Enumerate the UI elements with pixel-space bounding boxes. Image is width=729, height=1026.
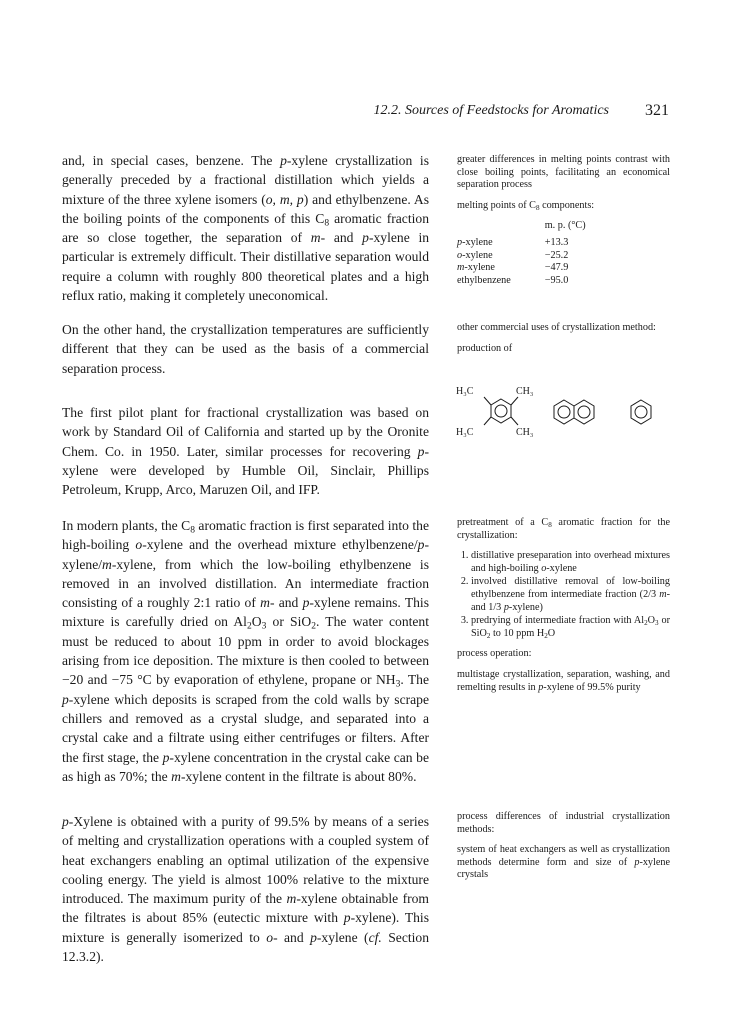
main-paragraph-1: and, in special cases, benzene. The p-xylene crystallization is generally preceded by a fractional distillation which yields a mixture of the three xylene isomers (o, m, p) and ethylbenzene. As the boiling points of the components of this $C_8$ aromatic fraction are so close together, the separation of m- and p-xylene in particular is extremely difficult. Their distillative separation would require a column with roughly 800 theoretical plates and a high reflux ratio, making it completely uneconomical. [62,153,430,304]
methyl-label: H₃C [456,386,474,397]
melting-points-table [457,220,586,287]
list-item: 2. involved distillative removal of low-boiling ethylbenzene from intermediate fraction (2/3 m- and 1/3 p-xylene) [471,576,670,614]
methyl-label: CH₃ [516,427,534,438]
main-paragraph-4: In modern plants, the $C_8$ aromatic fraction is first separated into the high-boiling o-xylene and the overhead mixture ethylbenzene/p-xylene/m-xylene, from which the low-boiling ethylbenzene is removed in an involved distillation. An intermediate fraction consisting of a roughly 2:1 ratio of m- and p-xylene remains. This mixture is carefully dried on $Al_2O_3$ or SiO$_2$. The water content must be reduced to about 10 ppm in order to avoid blockages arising from ice deposition. The mixture is then cooled to between −20 and −75 °C by evaporation of ethylene, propane or $NH_3$. The p-xylene which deposits is scraped from the cold walls by scrape chillers and removed as a crystal sludge, and separated into a crystal cake and a filtrate using either centrifuges or filters. After the first stage, the p-xylene concentration in the crystal cake can be as high as 70%; the m-xylene content in the filtrate is about 80%. [62,518,430,784]
process-operation-text: multistage crystallization, separation, washing, and remelting results in p-xylene of 99.5% purity [457,668,670,693]
page-number: 321 [645,102,669,119]
page-header [0,103,729,123]
process-differences-text: system of heat exchangers as well as crystallization methods determine form and size of p-xylene crystals [457,844,670,881]
margin-note-other-uses [457,322,670,363]
margin-note-pretreatment [457,517,670,702]
list-item: 1. distillative preseparation into overhead mixtures and high-boiling o-xylene [471,550,670,575]
pretreatment-title: pretreatment of a $C_8$ aromatic fraction for the crystallization: [457,517,670,541]
chemical-structures [455,380,675,440]
pretreatment-steps [457,550,670,640]
margin-note-melting-points [457,154,670,287]
benzene-structure-icon [631,400,651,424]
running-section-title: 12.2. Sources of Feedstocks for Aromatics [373,103,609,118]
table-row: m-xylene −47.9 [457,262,569,274]
methyl-label: H₃C [456,427,474,438]
process-operation-title: process operation: [457,648,532,660]
production-label: production of [457,342,513,354]
durene-structure-icon [484,397,518,425]
melting-points-caption: melting points of $C_8$ components: [457,199,595,212]
margin-note-1: greater differences in melting points contrast with close boiling points, facilitating an economical separation process [457,154,670,191]
table-row: o-xylene −25.2 [457,249,569,261]
main-paragraph-5: p-Xylene is obtained with a purity of 99.5% by means of a series of melting and crystallization operations with a coupled system of heat exchangers enabling an optimal utilization of the expensive cooling energy. The yield is almost 100% relative to the mixture introduced. The maximum purity of the m-xylene obtainable from the filtrates is about 85% (eutectic mixture with p-xylene). This mixture is generally isomerized to o- and p-xylene (cf. Section 12.3.2). [62,814,430,965]
naphthalene-structure-icon [554,400,594,424]
table-row: ethylbenzene −95.0 [457,274,569,286]
margin-note-process-differences [457,811,670,890]
process-differences-title: process differences of industrial crystallization methods: [457,811,670,835]
list-item: 3. predrying of intermediate fraction with $Al_2O_3$ or SiO$_2$ to 10 ppm $H_2O$ [471,615,670,640]
methyl-label: CH₃ [516,386,534,397]
margin-note-2: other commercial uses of crystallization method: [457,322,656,333]
main-paragraph-3: The first pilot plant for fractional crystallization was based on work by Standard Oil of California and started up by the Oronite Chem. Co. in 1950. Later, similar processes for recovering p-xylene were developed by Humble Oil, Sinclair, Phillips Petroleum, Krupp, Arco, Maruzen Oil, and IFP. [62,405,429,498]
main-paragraph-2: On the other hand, the crystallization temperatures are sufficiently different that they can be used as the basis of a commercial separation process. [62,322,429,376]
table-row: p-xylene +13.3 [457,236,569,248]
melting-point-header: m. p. (°C) [544,220,586,232]
